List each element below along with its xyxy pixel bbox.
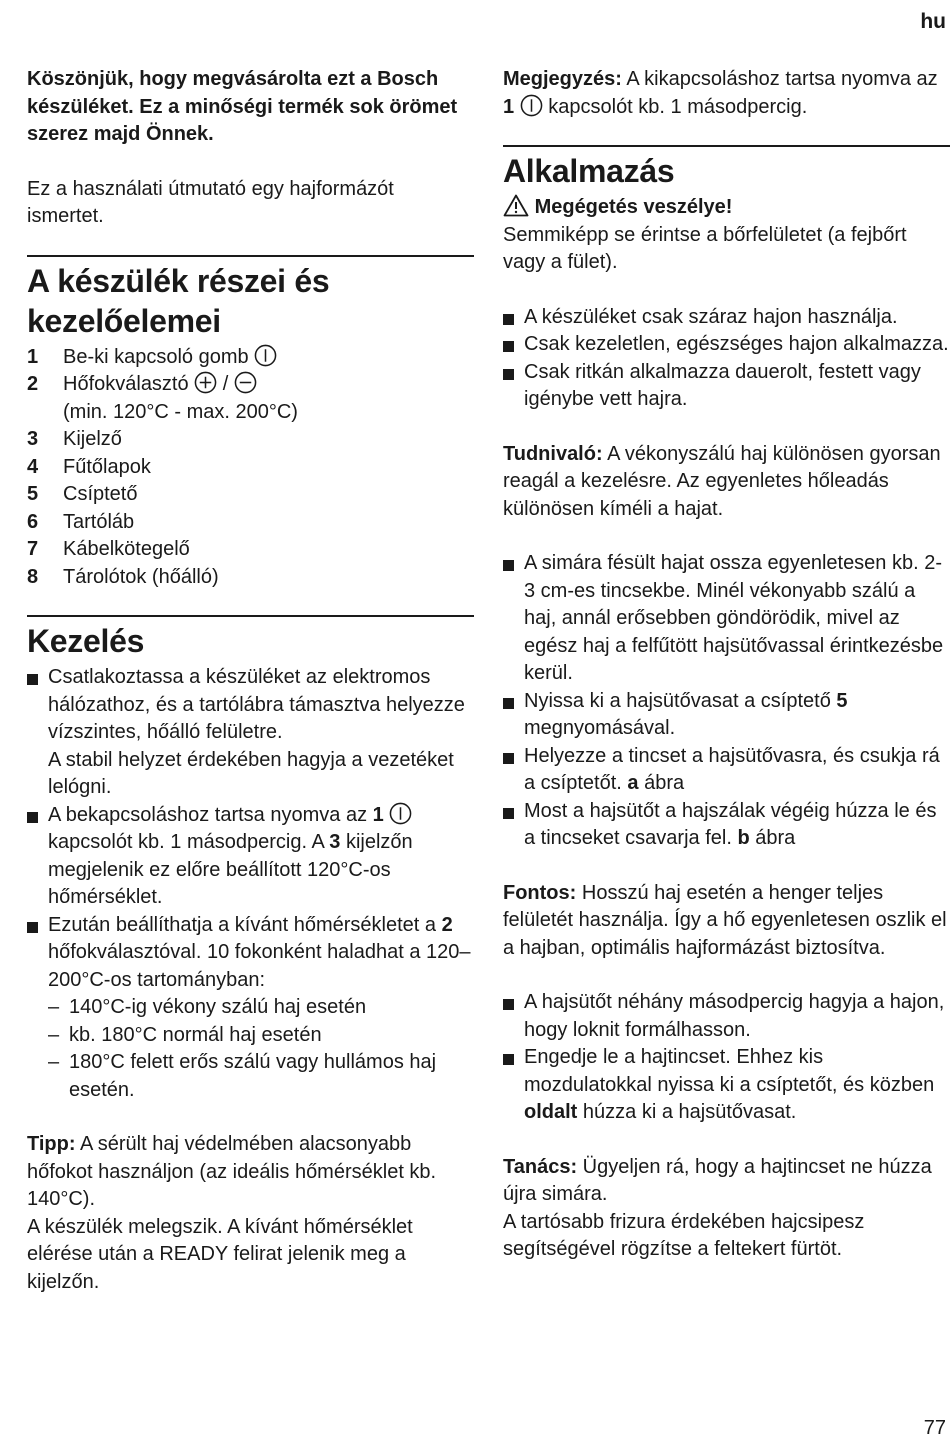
part-label: Tárolótok (hőálló) [63,565,219,588]
list-item: – kb. 180°C normál haj esetén [48,1022,474,1050]
list-item [27,536,474,564]
note-text: A kikapcsoláshoz tartsa nyomva az [626,68,938,90]
list-item: – 180°C felett erős szálú vagy hullámos haj esetén. [48,1049,474,1104]
step-text: Most a hajsütőt a hajszálak végéig húzza le és a tincseket csavarja fel. [524,799,937,849]
tip-paragraph [27,1131,474,1214]
parts-heading-line2: kezelőelemei [27,302,221,339]
ref-number: 1 [503,95,515,118]
section-divider [27,255,474,257]
language-tag: hu [920,10,946,33]
parts-heading-line1: A készülék részei és [27,262,330,299]
step-text: Engedje le a hajtincset. Ehhez kis mozdulatokkal nyissa ki a csíptetőt, és közben [524,1046,935,1096]
step-text: Nyissa ki a hajsütővasat a csíptető [524,689,831,712]
advice-paragraph [503,1154,950,1209]
list-item [503,743,950,798]
list-item [27,454,474,482]
part-number: 4 [27,455,39,478]
power-icon [520,94,543,117]
advice-label: Tanács: [503,1155,578,1178]
step-text: húzza ki a hajsütővasat. [582,1101,797,1123]
list-item [503,1044,950,1127]
finishing-steps [503,989,950,1127]
warning-title-text: Megégetés veszélye! [534,196,733,218]
emphasis: oldalt [524,1101,578,1123]
usage-conditions [503,304,950,414]
info-text: A vékonyszálú haj különösen gyorsan reagál a kezelésre. Az egyenletes hőleadás különösen kíméli a hajat. [503,442,941,520]
warning-title [503,194,950,222]
styling-steps [503,550,950,853]
ref-number: 3 [329,831,341,853]
heating-paragraph [27,1214,474,1297]
list-item [27,481,474,509]
power-icon [389,802,412,825]
section-divider [503,145,950,147]
figure-ref: a [627,772,639,794]
step-text: A bekapcsoláshoz tartsa nyomva az [48,803,368,826]
advice-text: Ügyeljen rá, hogy a hajtincset ne húzza újra simára. [503,1155,932,1205]
list-item [503,688,950,743]
list-item: A simára fésült hajat ossza egyenletesen kb. 2-3 cm-es tincsekbe. Minél vékonyabb szálú a haj, annál erősebben göndörödik, mivel az egész haj a felfűtött hajsütővassal érintkezésbe kerül. [503,550,950,688]
list-item [27,802,474,912]
part-number: 7 [27,538,39,560]
page-number: 77 [923,1417,946,1439]
figure-ref: b [737,827,750,849]
list-item [27,371,474,426]
note-text: kapcsolót kb. 1 másodpercig. [548,95,808,118]
advice-paragraph-2: A tartósabb frizura érdekében hajcsipesz segítségével rögzítse a feltekert fürtöt. [503,1210,865,1260]
part-label: Fűtőlapok [63,455,151,478]
separator-slash: / [222,373,229,395]
minus-icon [234,371,257,394]
step-text: kapcsolót kb. 1 másodpercig. A [48,831,324,853]
note-label: Megjegyzés: [503,68,622,90]
tip-text: A sérült haj védelmében alacsonyabb hőfokot használjon (az ideális hőmérséklet kb. 140°C). [27,1133,437,1210]
ready-label: READY [159,1243,228,1265]
temperature-range: (min. 120°C - max. 200°C) [63,400,298,423]
part-number: 2 [27,373,39,395]
list-item [27,912,474,1105]
intro-text: Köszönjük, hogy megvásárolta ezt a Bosch készüléket. Ez a minőségi termék sok örömet szerez majd Önnek. [27,68,458,145]
ref-number: 5 [836,689,848,712]
step-text: hőfokválasztóval. 10 fokonként haladhat a 120–200°C-os tartományban: [48,941,471,991]
tip-label: Tipp: [27,1133,76,1155]
list-item [27,564,474,592]
application-heading: Alkalmazás [503,153,675,189]
note-paragraph [503,66,950,121]
step-text: ábra [755,827,796,849]
step-text: Ezután beállíthatja a kívánt hőmérsékletet a [48,913,437,936]
list-item: – 140°C-ig vékony szálú haj esetén [48,994,474,1022]
manual-description: Ez a használati útmutató egy hajformázót ismertet. [27,177,394,227]
important-paragraph [503,880,950,963]
part-number: 5 [27,483,39,505]
list-item [27,344,474,372]
part-label: Kijelző [63,428,122,450]
step-text: Helyezze a tincset a hajsütővasra, és csukja rá a csíptetőt. [524,744,940,794]
ref-number: 2 [441,913,453,936]
step-text-extra: A stabil helyzet érdekében hagyja a vezetéket lelógni. [48,748,454,798]
important-label: Fontos: [503,881,577,904]
heating-text: A készülék melegszik. A kívánt hőmérséklet elérése után a [27,1215,413,1265]
list-item: A hajsütőt néhány másodpercig hagyja a hajon, hogy loknit formálhasson. [503,989,950,1044]
info-paragraph [503,441,950,524]
list-item [27,426,474,454]
parts-heading [27,261,474,341]
list-item: Csak ritkán alkalmazza dauerolt, festett vagy igénybe vett hajra. [503,359,950,414]
warning-text: Semmiképp se érintse a bőrfelületet (a fejbőrt vagy a fület). [503,223,907,273]
right-column [503,66,950,1264]
heating-text: felirat jelenik meg a kijelzőn. [27,1243,406,1293]
part-number: 8 [27,565,39,588]
ref-number: 1 [372,803,384,826]
part-number: 6 [27,510,39,533]
part-label: Tartóláb [63,510,135,533]
part-label: Csíptető [63,483,138,505]
step-text: kijelzőn megjelenik ez előre beállított 120°C-os hőmérséklet. [48,831,413,908]
power-icon [254,344,277,367]
part-label: Kábelkötegelő [63,538,190,560]
left-column [27,66,474,1296]
temperature-list [48,994,474,1104]
step-text: ábra [644,772,685,794]
part-number: 3 [27,428,39,450]
list-item [503,798,950,853]
step-text: megnyomásával. [524,717,676,739]
part-number: 1 [27,345,39,368]
operation-steps [27,664,474,1104]
parts-list [27,344,474,592]
list-item [27,664,474,802]
part-label: Hőfokválasztó [63,373,189,395]
warning-icon [503,194,529,217]
list-item: Csak kezeletlen, egészséges hajon alkalmazza. [503,331,950,359]
part-label: Be-ki kapcsoló gomb [63,345,249,368]
list-item [27,509,474,537]
important-text: Hosszú haj esetén a henger teljes felületét használja. Így a hő egyenletesen oszlik el a hajban, optimális hajformázást biztosítva. [503,881,947,959]
step-text: Csatlakoztassa a készüléket az elektromos hálózathoz, és a tartólábra támasztva helyezze vízszintes, hőálló felületre. [48,666,465,743]
plus-icon [194,371,217,394]
list-item: A készüléket csak száraz hajon használja. [503,304,950,332]
section-divider [27,615,474,617]
operation-heading: Kezelés [27,623,145,659]
info-label: Tudnivaló: [503,442,603,465]
